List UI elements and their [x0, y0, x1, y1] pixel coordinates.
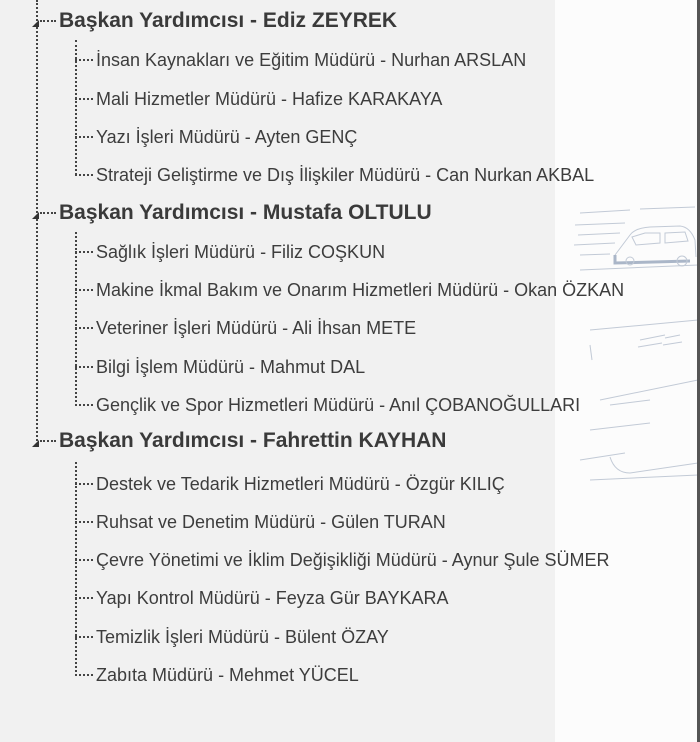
connector	[75, 98, 93, 100]
director-text: Sağlık İşleri Müdürü - Filiz COŞKUN	[96, 241, 386, 262]
director-text: Ruhsat ve Denetim Müdürü - Gülen TURAN	[96, 511, 446, 532]
director-item	[75, 393, 580, 417]
arrow-icon	[32, 20, 39, 27]
director-text: Destek ve Tedarik Hizmetleri Müdürü - Özgür KILIÇ	[96, 473, 505, 494]
connector	[75, 404, 93, 406]
vice-president-heading	[32, 427, 446, 455]
director-text: Makine İkmal Bakım ve Onarım Hizmetleri Müdürü - Okan ÖZKAN	[96, 279, 625, 300]
connector	[75, 366, 93, 368]
director-item	[75, 87, 442, 111]
director-text: Zabıta Müdürü - Mehmet YÜCEL	[96, 664, 359, 685]
director-item	[75, 586, 448, 610]
director-item	[75, 125, 357, 149]
connector	[40, 212, 56, 214]
connector	[75, 174, 93, 176]
director-text: İnsan Kaynakları ve Eğitim Müdürü - Nurhan ARSLAN	[96, 49, 527, 70]
connector	[75, 674, 93, 676]
connector	[75, 521, 93, 523]
director-item	[75, 510, 446, 534]
director-item	[75, 316, 416, 340]
director-text: Veteriner İşleri Müdürü - Ali İhsan METE	[96, 317, 417, 338]
director-text: Çevre Yönetimi ve İklim Değişikliği Müdürü - Aynur Şule SÜMER	[96, 549, 610, 570]
heading-text: Başkan Yardımcısı - Mustafa OLTULU	[59, 201, 432, 224]
connector	[75, 136, 93, 138]
connector	[75, 597, 93, 599]
connector	[75, 559, 93, 561]
connector	[75, 327, 93, 329]
car-sketch-icon	[570, 195, 698, 495]
director-item	[75, 625, 389, 649]
arrow-icon	[32, 212, 39, 219]
connector	[75, 289, 93, 291]
director-text: Bilgi İşlem Müdürü - Mahmut DAL	[96, 356, 366, 377]
connector	[40, 20, 56, 22]
connector	[75, 483, 93, 485]
connector	[75, 636, 93, 638]
director-item	[75, 163, 594, 187]
director-text: Mali Hizmetler Müdürü - Hafize KARAKAYA	[96, 88, 443, 109]
heading-text: Başkan Yardımcısı - Ediz ZEYREK	[59, 9, 398, 32]
director-item	[75, 355, 365, 379]
director-item	[75, 240, 385, 264]
director-text: Yazı İşleri Müdürü - Ayten GENÇ	[96, 126, 358, 147]
connector	[40, 440, 56, 442]
director-text: Yapı Kontrol Müdürü - Feyza Gür BAYKARA	[96, 587, 449, 608]
director-text: Gençlik ve Spor Hizmetleri Müdürü - Anıl ÇOBANOĞULLARI	[96, 394, 581, 415]
connector	[75, 251, 93, 253]
director-text: Strateji Geliştirme ve Dış İlişkiler Müdürü - Can Nurkan AKBAL	[96, 164, 595, 185]
director-item	[75, 278, 624, 302]
vice-president-heading	[32, 199, 432, 227]
heading-text: Başkan Yardımcısı - Fahrettin KAYHAN	[59, 429, 447, 452]
director-item	[75, 663, 359, 687]
connector	[75, 59, 93, 61]
vice-president-heading	[32, 7, 397, 35]
director-item	[75, 548, 610, 572]
arrow-icon	[32, 440, 39, 447]
director-item	[75, 472, 505, 496]
director-item	[75, 48, 526, 72]
director-text: Temizlik İşleri Müdürü - Bülent ÖZAY	[96, 626, 389, 647]
